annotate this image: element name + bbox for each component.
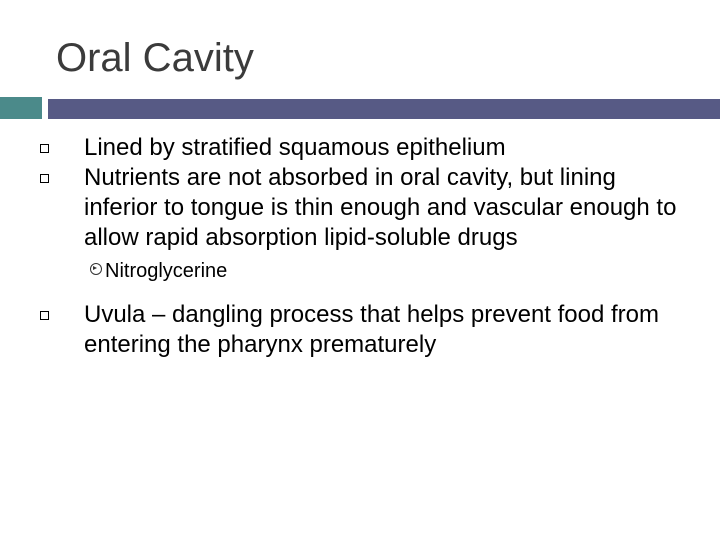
sub-bullet-text: Nitroglycerine xyxy=(105,260,228,282)
circled-arrow-bullet-icon xyxy=(90,263,102,275)
bullet-item xyxy=(38,300,678,360)
accent-bar-left xyxy=(0,97,42,119)
bullet-list xyxy=(38,133,678,360)
sub-bullet-item xyxy=(38,258,678,284)
slide-title: Oral Cavity xyxy=(56,36,254,80)
bullet-text: Uvula – dangling process that helps prevent food from entering the pharynx prematurely xyxy=(84,301,660,358)
square-bullet-icon xyxy=(40,311,49,320)
square-bullet-icon xyxy=(40,174,49,183)
spacer xyxy=(38,284,678,300)
bullet-item xyxy=(38,163,678,253)
square-bullet-icon xyxy=(40,144,49,153)
bullet-item xyxy=(38,133,678,163)
bullet-text: Lined by stratified squamous epithelium xyxy=(84,134,506,161)
accent-bar-right xyxy=(48,99,720,119)
bullet-text: Nutrients are not absorbed in oral cavity, but lining inferior to tongue is thin enough and vascular enough to allow rapid absorption lipid-soluble drugs xyxy=(84,164,677,251)
